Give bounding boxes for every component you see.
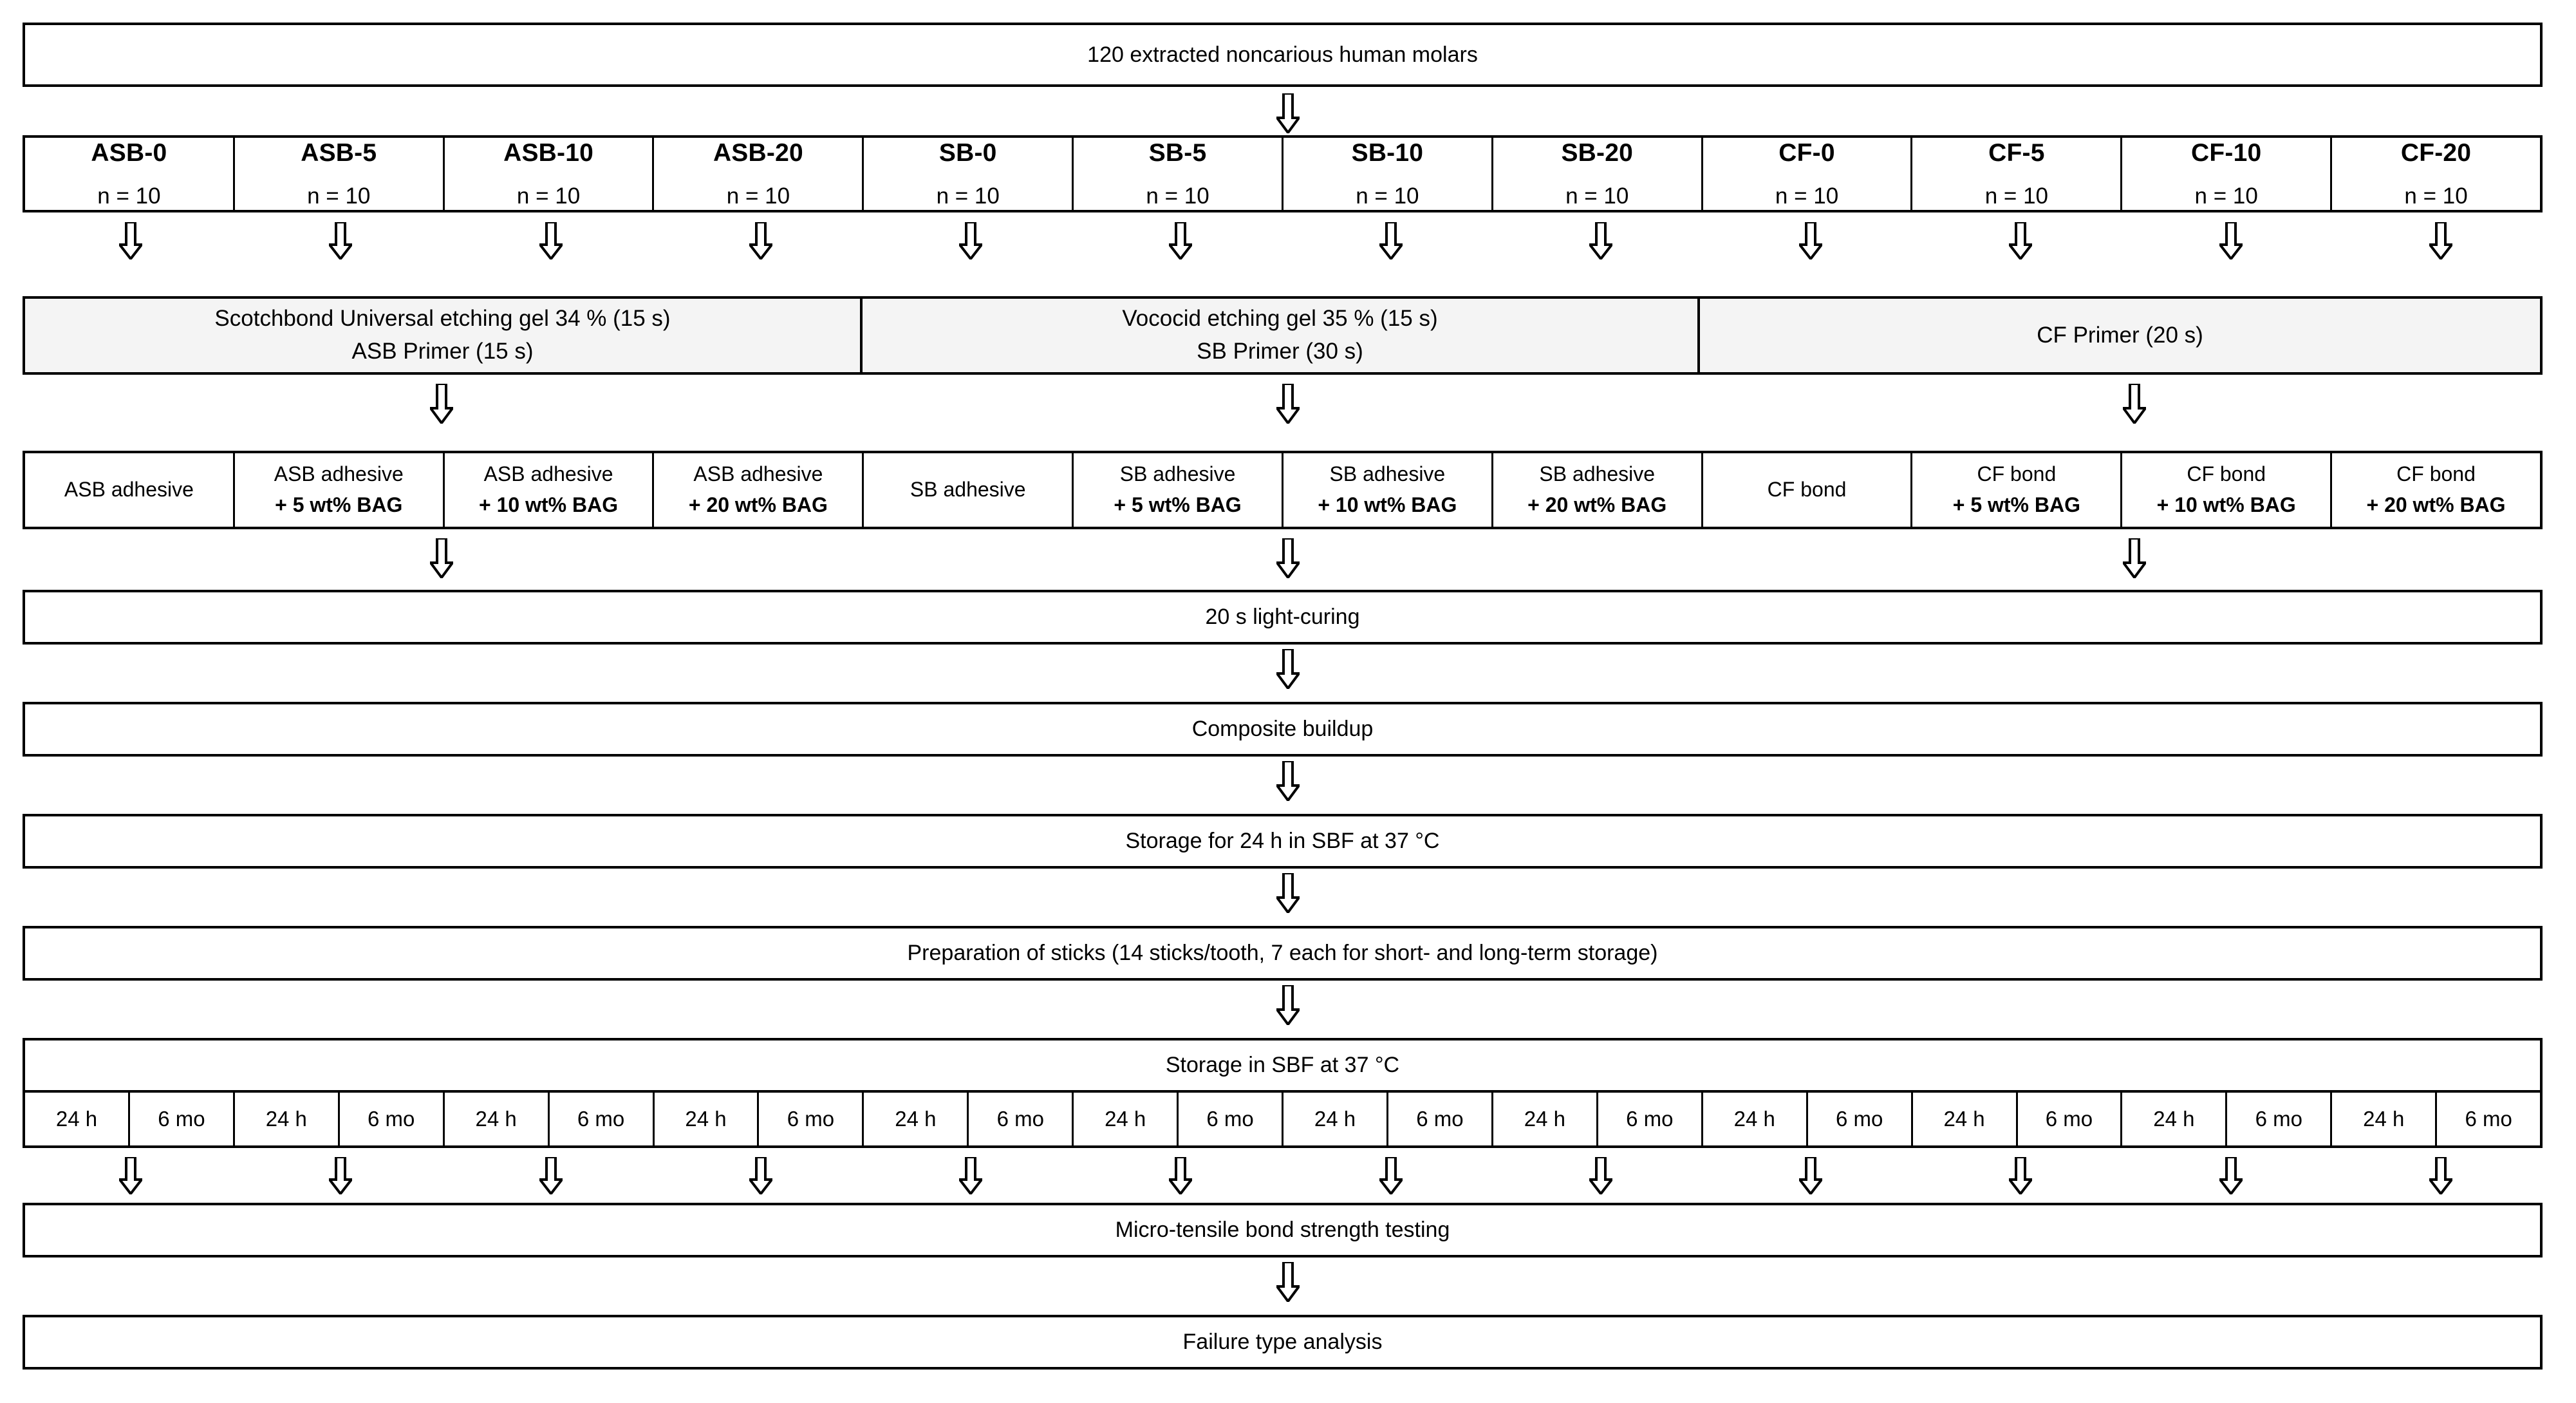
storage-time-cell: 24 h [1283, 1093, 1388, 1145]
down-arrow-icon [1276, 985, 1300, 1025]
group-name: ASB-10 [503, 138, 594, 167]
group-cell [1074, 138, 1283, 210]
down-arrow-icon [119, 222, 142, 259]
down-arrow-icon [1169, 1157, 1192, 1194]
group-name: ASB-20 [713, 138, 803, 167]
group-n: n = 10 [516, 183, 581, 209]
down-arrow-icon [2429, 222, 2452, 259]
group-name: CF-20 [2400, 138, 2472, 167]
primer-line2: SB Primer (30 s) [1197, 339, 1363, 364]
storage-time-cell: 24 h [1493, 1093, 1598, 1145]
adhesive-line2: + 5 wt% BAG [275, 493, 403, 516]
storage-time-cell: 24 h [445, 1093, 550, 1145]
adhesive-row [23, 451, 2543, 529]
storage-time-cell: 24 h [1913, 1093, 2018, 1145]
storage-time-cell: 24 h [2122, 1093, 2227, 1145]
adhesive-cell [654, 453, 864, 527]
adhesive-cell [1283, 453, 1493, 527]
storage-time-cell: 6 mo [1808, 1093, 1913, 1145]
step-failure-analysis [23, 1315, 2543, 1370]
down-arrow-icon [1276, 873, 1300, 913]
down-arrow-icon [1379, 222, 1403, 259]
adhesive-cell [1074, 453, 1283, 527]
down-arrow-icon [430, 538, 453, 578]
primer-line1: CF Primer (20 s) [2037, 322, 2203, 348]
step-label: Composite buildup [1191, 717, 1374, 742]
group-name: CF-10 [2191, 138, 2262, 167]
down-arrow-icon [2219, 1157, 2243, 1194]
step-label: Preparation of sticks (14 sticks/tooth, 7 each for short- and long-term storage) [907, 941, 1658, 966]
adhesive-line1: CF bond [1977, 462, 2057, 486]
storage-time-cell: 6 mo [2465, 1106, 2512, 1131]
group-n: n = 10 [2404, 183, 2468, 209]
adhesive-line2: + 20 wt% BAG [688, 493, 828, 516]
down-arrow-icon [430, 384, 453, 424]
down-arrow-icon [1276, 1262, 1300, 1302]
down-arrow-icon [2429, 1157, 2452, 1194]
storage-time-cell: 24 h [1703, 1093, 1808, 1145]
adhesive-line1: CF bond [2396, 462, 2476, 486]
storage-time-cell: 24 h [655, 1093, 760, 1145]
down-arrow-icon [539, 222, 563, 259]
top-box-sample [23, 23, 2543, 87]
step-stick-preparation [23, 926, 2543, 981]
group-n: n = 10 [1565, 183, 1629, 209]
group-name: SB-10 [1351, 138, 1424, 167]
storage-time-cell: 6 mo [2018, 1093, 2123, 1145]
primer-line1: Scotchbond Universal etching gel 34 % (15 s) [214, 306, 671, 332]
storage-time-cell: 6 mo [1388, 1093, 1493, 1145]
adhesive-line1: SB adhesive [1119, 462, 1236, 486]
group-cell [654, 138, 864, 210]
group-cell [1493, 138, 1703, 210]
step-label: 20 s light-curing [1205, 605, 1360, 630]
storage-time-cell: 24 h [25, 1093, 130, 1145]
top-box-label: 120 extracted noncarious human molars [1087, 42, 1478, 67]
adhesive-line2: + 20 wt% BAG [2366, 493, 2506, 516]
down-arrow-icon [749, 222, 772, 259]
adhesive-line1: SB adhesive [1329, 462, 1446, 486]
adhesive-line1: SB adhesive [1539, 462, 1656, 486]
adhesive-line2: + 5 wt% BAG [1952, 493, 2080, 516]
down-arrow-icon [119, 1157, 142, 1194]
adhesive-cell [25, 453, 235, 527]
down-arrow-icon [2009, 1157, 2032, 1194]
down-arrow-icon [1276, 93, 1300, 133]
step-storage-24h [23, 814, 2543, 869]
adhesive-line2: + 5 wt% BAG [1114, 493, 1242, 516]
storage-time-cell: 24 h [864, 1093, 969, 1145]
storage-time-cell: 6 mo [969, 1093, 1074, 1145]
adhesive-line2: + 10 wt% BAG [479, 493, 619, 516]
adhesive-line1: ASB adhesive [693, 462, 823, 486]
primer-row [23, 296, 2543, 375]
storage-time-cell: 6 mo [130, 1093, 235, 1145]
adhesive-line1: CF bond [2187, 462, 2266, 486]
step-light-curing [23, 590, 2543, 645]
storage-time-cell: 6 mo [2227, 1093, 2332, 1145]
down-arrow-icon [1276, 649, 1300, 689]
storage-time-cell: 24 h [1074, 1093, 1179, 1145]
down-arrow-icon [1589, 222, 1612, 259]
adhesive-line1: SB adhesive [910, 478, 1026, 502]
adhesive-line1: ASB adhesive [64, 478, 194, 502]
adhesive-cell [1703, 453, 1913, 527]
group-cell [864, 138, 1074, 210]
adhesive-cell [2332, 453, 2540, 527]
step-composite-buildup [23, 702, 2543, 757]
group-name: SB-20 [1561, 138, 1633, 167]
storage-time-cell: 6 mo [550, 1093, 655, 1145]
group-n: n = 10 [726, 183, 790, 209]
group-n: n = 10 [1356, 183, 1419, 209]
group-n: n = 10 [2194, 183, 2258, 209]
down-arrow-icon [2123, 384, 2146, 424]
adhesive-cell [445, 453, 655, 527]
primer-line1: Vococid etching gel 35 % (15 s) [1122, 306, 1438, 332]
down-arrow-icon [2123, 538, 2146, 578]
down-arrow-icon [329, 1157, 352, 1194]
down-arrow-icon [959, 1157, 982, 1194]
storage-time-cell: 24 h [2332, 1093, 2437, 1145]
step-storage-sbf [23, 1038, 2543, 1093]
down-arrow-icon [1799, 1157, 1822, 1194]
down-arrow-icon [1169, 222, 1192, 259]
storage-time-cell: 6 mo [1179, 1093, 1283, 1145]
adhesive-line2: + 10 wt% BAG [1318, 493, 1457, 516]
step-label: Failure type analysis [1182, 1330, 1383, 1355]
group-name: SB-5 [1148, 138, 1207, 167]
down-arrow-icon [1799, 222, 1822, 259]
group-cell [1703, 138, 1913, 210]
adhesive-line2: + 10 wt% BAG [2156, 493, 2296, 516]
adhesive-cell [1493, 453, 1703, 527]
down-arrow-icon [1589, 1157, 1612, 1194]
group-name: ASB-5 [301, 138, 377, 167]
down-arrow-icon [2009, 222, 2032, 259]
down-arrow-icon [2219, 222, 2243, 259]
adhesive-line1: CF bond [1767, 478, 1847, 502]
group-row [23, 135, 2543, 212]
group-cell [25, 138, 235, 210]
down-arrow-icon [749, 1157, 772, 1194]
group-cell [1912, 138, 2122, 210]
group-n: n = 10 [307, 183, 371, 209]
group-n: n = 10 [97, 183, 161, 209]
group-cell [1283, 138, 1493, 210]
primer-line2: ASB Primer (15 s) [351, 339, 534, 364]
step-label: Storage in SBF at 37 °C [1165, 1053, 1400, 1078]
step-label: Micro-tensile bond strength testing [1115, 1218, 1450, 1243]
down-arrow-icon [1276, 384, 1300, 424]
group-n: n = 10 [1146, 183, 1209, 209]
storage-time-cell: 6 mo [759, 1093, 864, 1145]
group-name: CF-5 [1988, 138, 2045, 167]
storage-time-row [23, 1090, 2543, 1148]
group-n: n = 10 [1984, 183, 2049, 209]
group-cell [2332, 138, 2540, 210]
storage-time-cell: 6 mo [340, 1093, 445, 1145]
down-arrow-icon [539, 1157, 563, 1194]
step-mtbs-testing [23, 1203, 2543, 1257]
step-label: Storage for 24 h in SBF at 37 °C [1125, 829, 1440, 854]
group-cell [2122, 138, 2332, 210]
adhesive-cell [235, 453, 445, 527]
group-cell [445, 138, 655, 210]
adhesive-line1: ASB adhesive [274, 462, 404, 486]
group-name: SB-0 [938, 138, 997, 167]
down-arrow-icon [1379, 1157, 1403, 1194]
group-name: CF-0 [1778, 138, 1835, 167]
group-n: n = 10 [936, 183, 1000, 209]
adhesive-cell [2122, 453, 2332, 527]
adhesive-line1: ASB adhesive [483, 462, 613, 486]
adhesive-line2: + 20 wt% BAG [1527, 493, 1667, 516]
storage-time-cell: 6 mo [1598, 1093, 1703, 1145]
down-arrow-icon [329, 222, 352, 259]
down-arrow-icon [959, 222, 982, 259]
storage-time-cell: 24 h [235, 1093, 340, 1145]
group-name: ASB-0 [91, 138, 167, 167]
primer-segment-sb [860, 296, 1700, 375]
adhesive-cell [1912, 453, 2122, 527]
adhesive-cell [864, 453, 1074, 527]
primer-segment-cf [1697, 296, 2543, 375]
group-n: n = 10 [1775, 183, 1839, 209]
primer-segment-asb [23, 296, 863, 375]
group-cell [235, 138, 445, 210]
down-arrow-icon [1276, 761, 1300, 801]
down-arrow-icon [1276, 538, 1300, 578]
